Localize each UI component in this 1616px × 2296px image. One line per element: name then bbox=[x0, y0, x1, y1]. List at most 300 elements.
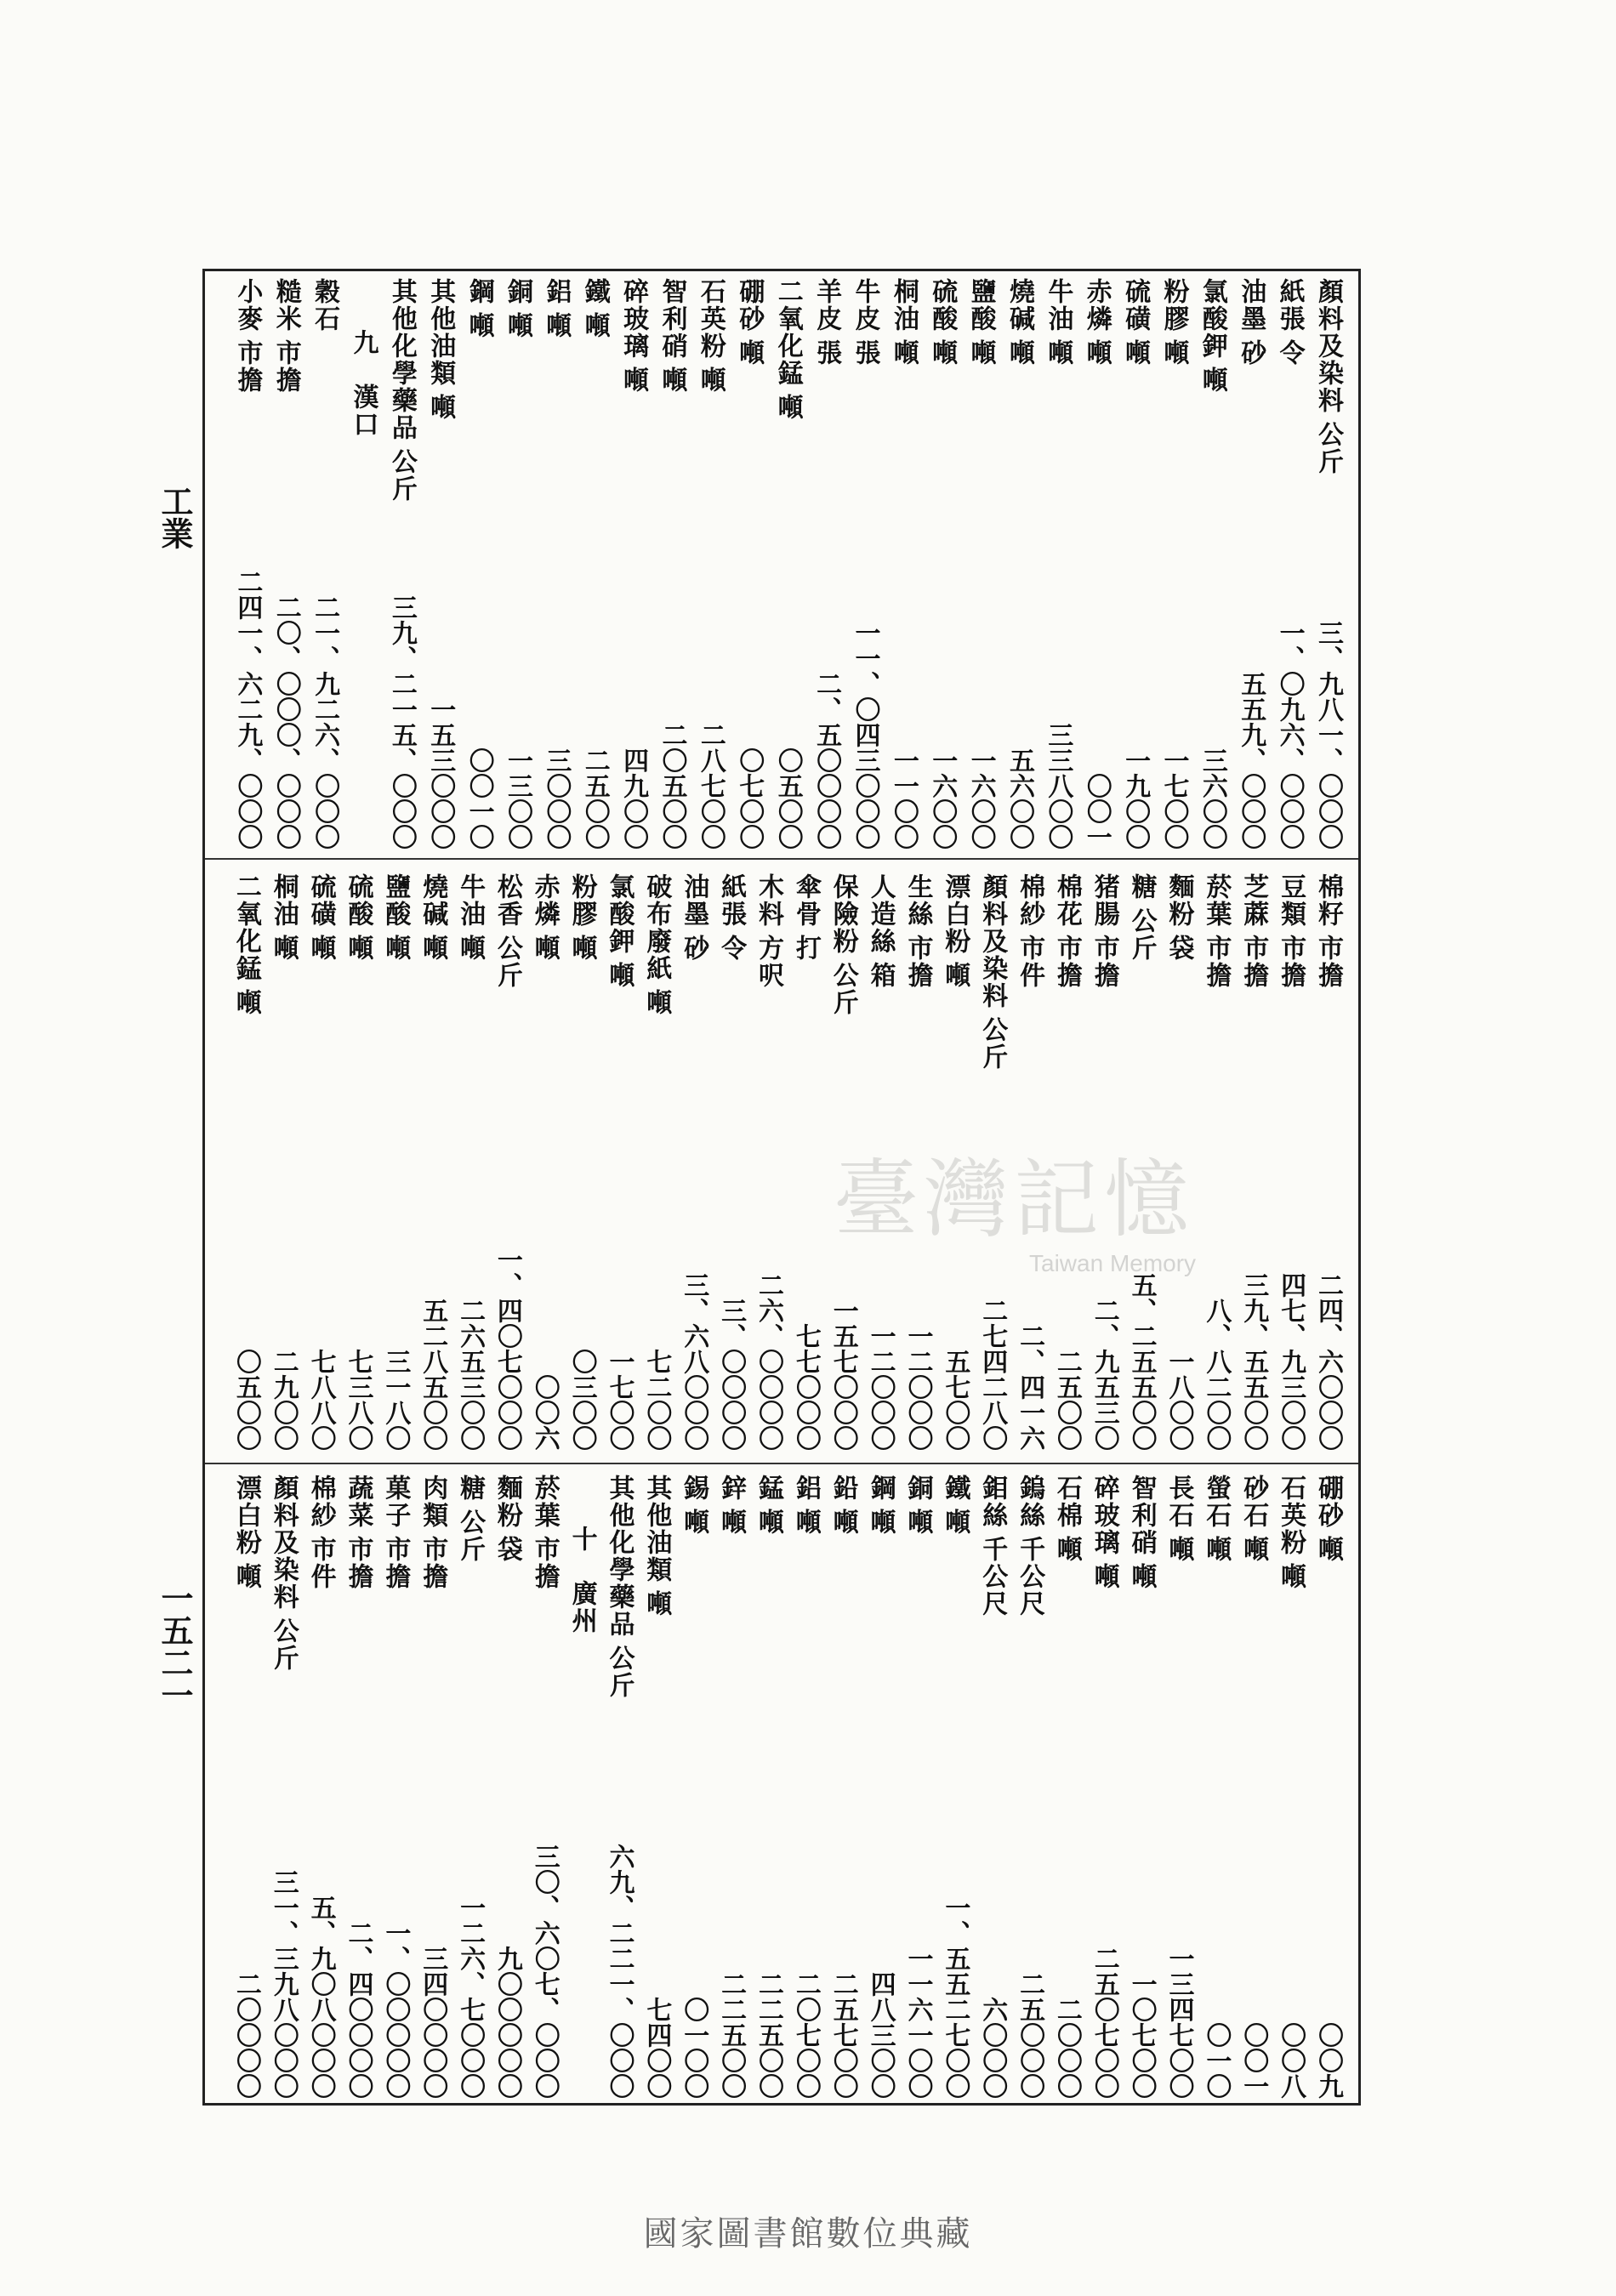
item-value: 一一、〇四三〇〇〇 bbox=[850, 620, 880, 850]
table-row bbox=[302, 1475, 339, 2099]
item-name: 石英粉 bbox=[695, 278, 725, 360]
table-row bbox=[227, 1475, 265, 2099]
block-divider bbox=[205, 1463, 1358, 1464]
item-name: 顏料及染料 bbox=[268, 1475, 299, 1611]
page-number: 一五二一 bbox=[156, 1582, 194, 1711]
item-unit: 噸 bbox=[772, 394, 803, 421]
item-value: 九〇〇〇〇〇 bbox=[492, 1946, 522, 2099]
item-value: 一一〇〇 bbox=[888, 747, 919, 850]
item-name: 粉膠 bbox=[1158, 278, 1189, 332]
item-value: 〇一〇 bbox=[1201, 2022, 1232, 2099]
item-value: 二六、〇〇〇〇 bbox=[754, 1272, 783, 1451]
table-row bbox=[1078, 278, 1115, 850]
item-unit: 噸 bbox=[940, 962, 970, 989]
item-name: 長石 bbox=[1164, 1475, 1194, 1529]
item-value: 六九、二二一、〇〇〇 bbox=[604, 1844, 634, 2099]
item-value: 八、八二〇〇 bbox=[1201, 1298, 1232, 1451]
item-unit: 噸 bbox=[865, 1509, 896, 1536]
item-value: 〇五〇〇 bbox=[230, 1349, 261, 1451]
item-value: 二二五〇〇 bbox=[716, 1971, 747, 2099]
item-name: 鹽酸 bbox=[965, 278, 996, 332]
table-row bbox=[460, 278, 498, 850]
item-unit: 噸 bbox=[1051, 1536, 1082, 1563]
item-name: 銅 bbox=[503, 278, 533, 305]
table-block-3 bbox=[205, 1468, 1358, 2106]
item-name: 木料 bbox=[754, 873, 783, 928]
item-unit: 噸 bbox=[305, 935, 336, 962]
item-name: 羊皮 bbox=[811, 278, 842, 332]
item-value: 六〇〇〇 bbox=[977, 1997, 1008, 2099]
item-unit: 噸 bbox=[1158, 339, 1189, 367]
table-row bbox=[383, 278, 420, 850]
table-row bbox=[1085, 1475, 1123, 2099]
table-row bbox=[1000, 278, 1038, 850]
table-row bbox=[769, 278, 806, 850]
table-row bbox=[1048, 1475, 1085, 2099]
item-unit: 噸 bbox=[888, 339, 919, 367]
item-unit: 噸 bbox=[425, 394, 456, 421]
item-name: 碎玻璃 bbox=[618, 278, 649, 360]
item-unit: 噸 bbox=[1043, 339, 1073, 367]
item-name: 其他油類 bbox=[641, 1475, 672, 1583]
table-row bbox=[1272, 873, 1309, 1451]
item-unit: 箱 bbox=[865, 962, 896, 989]
item-name: 棉紗 bbox=[1015, 873, 1045, 928]
section-heading bbox=[563, 1475, 600, 2099]
item-name: 錳 bbox=[754, 1475, 783, 1502]
item-name: 砂石 bbox=[1238, 1475, 1269, 1529]
item-value: 一三〇〇 bbox=[503, 747, 533, 850]
item-value: 一、〇九六、〇〇〇 bbox=[1274, 620, 1305, 850]
item-name: 菸葉 bbox=[1201, 873, 1232, 928]
item-name: 智利硝 bbox=[657, 278, 687, 360]
item-name: 破布廢紙 bbox=[641, 873, 672, 982]
item-name: 其他化學藥品 bbox=[604, 1475, 634, 1638]
table-row bbox=[1154, 278, 1192, 850]
item-value: 〇〇六 bbox=[529, 1374, 560, 1451]
item-value: 四八三〇〇 bbox=[865, 1971, 896, 2099]
table-row bbox=[1160, 1475, 1198, 2099]
table-row bbox=[265, 1475, 302, 2099]
table-row bbox=[563, 873, 600, 1451]
item-value: 一二〇〇〇 bbox=[865, 1323, 896, 1451]
table-row bbox=[488, 1475, 526, 2099]
table-row bbox=[653, 278, 691, 850]
item-name: 漂白粉 bbox=[230, 1475, 261, 1556]
item-unit: 市擔 bbox=[529, 1536, 560, 1590]
item-value: 二九〇〇 bbox=[268, 1349, 299, 1451]
item-unit: 市擔 bbox=[902, 935, 933, 989]
item-name: 桐油 bbox=[268, 873, 299, 928]
item-value: 二四、六〇〇〇 bbox=[1313, 1272, 1343, 1451]
item-value: 五、二五五〇〇 bbox=[1126, 1272, 1157, 1451]
item-value: 一、〇〇〇〇〇 bbox=[380, 1920, 411, 2099]
table-row bbox=[413, 873, 451, 1451]
item-unit: 噸 bbox=[1276, 1563, 1306, 1590]
item-unit: 千公尺 bbox=[977, 1536, 1008, 1617]
table-row bbox=[1197, 873, 1234, 1451]
item-unit: 噸 bbox=[828, 1509, 858, 1536]
item-name: 肉類 bbox=[418, 1475, 448, 1529]
item-name: 猪腸 bbox=[1089, 873, 1119, 928]
item-value: 二、四〇〇〇〇 bbox=[343, 1920, 373, 2099]
item-unit: 噸 bbox=[1004, 339, 1034, 367]
item-unit: 市擔 bbox=[380, 1536, 411, 1590]
item-value: 五六〇〇 bbox=[1004, 747, 1034, 850]
item-value: 三、九八一、〇〇〇 bbox=[1313, 620, 1343, 850]
item-unit: 袋 bbox=[492, 1536, 522, 1563]
chapter-label: 工業 bbox=[156, 485, 194, 549]
item-name: 牛皮 bbox=[850, 278, 880, 332]
table-row bbox=[1193, 278, 1231, 850]
item-unit: 噸 bbox=[1201, 1536, 1232, 1563]
item-name: 鹽酸 bbox=[380, 873, 411, 928]
item-value: 七二〇〇 bbox=[641, 1349, 672, 1451]
item-name: 粉膠 bbox=[566, 873, 597, 928]
table-row bbox=[1234, 1475, 1272, 2099]
item-name: 鎢絲 bbox=[1015, 1475, 1045, 1529]
table-row bbox=[885, 278, 922, 850]
table-row bbox=[1309, 1475, 1346, 2099]
item-name: 氯酸鉀 bbox=[604, 873, 634, 955]
item-unit: 噸 bbox=[716, 1509, 747, 1536]
item-value: 〇〇一 bbox=[1238, 2022, 1269, 2099]
item-value: 七八八〇 bbox=[305, 1349, 336, 1451]
table-row bbox=[421, 278, 458, 850]
item-name: 智利硝 bbox=[1126, 1475, 1157, 1556]
item-value: 三、六八〇〇〇 bbox=[679, 1272, 709, 1451]
item-value: 一三四七〇〇 bbox=[1164, 1946, 1194, 2099]
table-row bbox=[749, 873, 787, 1451]
table-row bbox=[1309, 278, 1346, 850]
item-name: 鐵 bbox=[940, 1475, 970, 1502]
item-name: 牛油 bbox=[1043, 278, 1073, 332]
table-row bbox=[488, 873, 526, 1451]
item-unit: 砂 bbox=[679, 935, 709, 962]
item-unit: 市擔 bbox=[1201, 935, 1232, 989]
item-name: 生絲 bbox=[902, 873, 933, 928]
item-unit: 市擔 bbox=[1051, 935, 1082, 989]
item-value: 二〇〇〇 bbox=[1051, 1997, 1082, 2099]
item-name: 糖 bbox=[455, 1475, 486, 1502]
item-unit: 噸 bbox=[230, 1563, 261, 1590]
item-value: 一〇七〇〇 bbox=[1126, 1971, 1157, 2099]
item-name: 石英粉 bbox=[1276, 1475, 1306, 1556]
item-value: 〇五〇〇 bbox=[772, 747, 803, 850]
item-value: 一六〇〇 bbox=[965, 747, 996, 850]
item-unit: 公斤 bbox=[977, 1016, 1008, 1071]
item-name: 鐵 bbox=[579, 278, 610, 305]
item-unit: 方呎 bbox=[754, 935, 783, 989]
item-unit: 噸 bbox=[1197, 367, 1227, 394]
footer-credit: 國家圖書館數位典藏 bbox=[643, 2214, 973, 2253]
item-value: 〇〇九 bbox=[1313, 2022, 1343, 2099]
item-name: 芝蔴 bbox=[1238, 873, 1269, 928]
table-row bbox=[376, 1475, 413, 2099]
item-unit: 市擔 bbox=[1089, 935, 1119, 989]
item-unit: 噸 bbox=[641, 989, 672, 1016]
item-name: 鋅 bbox=[716, 1475, 747, 1502]
item-name: 麵粉 bbox=[492, 1475, 522, 1529]
table-row bbox=[637, 1475, 674, 2099]
table-row bbox=[923, 278, 960, 850]
item-unit: 市件 bbox=[1015, 935, 1045, 989]
item-unit: 噸 bbox=[464, 312, 494, 339]
item-unit: 市擔 bbox=[418, 1536, 448, 1590]
item-unit: 噸 bbox=[695, 367, 725, 394]
item-unit: 市擔 bbox=[232, 339, 263, 394]
item-name: 油墨 bbox=[1236, 278, 1266, 332]
block-divider bbox=[205, 858, 1358, 860]
table-row bbox=[674, 873, 712, 1451]
watermark-subtitle: Taiwan Memory bbox=[1029, 1250, 1197, 1276]
item-name: 棉籽 bbox=[1313, 873, 1343, 928]
item-value: 四九〇〇 bbox=[618, 747, 649, 850]
item-unit: 噸 bbox=[343, 935, 373, 962]
item-unit: 袋 bbox=[1164, 935, 1194, 962]
item-value: 二五〇七〇〇 bbox=[1089, 1946, 1119, 2099]
item-unit: 砂 bbox=[1236, 339, 1266, 367]
table-row bbox=[691, 278, 729, 850]
section-title: 十 廣州 bbox=[566, 1526, 597, 1634]
item-unit: 噸 bbox=[579, 312, 610, 339]
item-unit: 市擔 bbox=[1238, 935, 1269, 989]
item-unit: 噸 bbox=[268, 935, 299, 962]
table-row bbox=[749, 1475, 787, 2099]
item-name: 螢石 bbox=[1201, 1475, 1232, 1529]
item-value: 一八〇〇 bbox=[1164, 1349, 1194, 1451]
item-name: 保險粉 bbox=[828, 873, 858, 955]
table-row bbox=[1116, 278, 1153, 850]
item-unit: 噸 bbox=[566, 935, 597, 962]
table-row bbox=[787, 873, 824, 1451]
item-value: 〇〇一 bbox=[1081, 773, 1112, 850]
item-unit: 噸 bbox=[657, 367, 687, 394]
item-value: 二四一、六二九、〇〇〇 bbox=[232, 569, 263, 850]
table-row bbox=[451, 1475, 488, 2099]
item-name: 赤燐 bbox=[1081, 278, 1112, 332]
item-value: 〇一〇〇 bbox=[679, 1997, 709, 2099]
item-value: 二五〇〇 bbox=[1051, 1349, 1082, 1451]
item-name: 赤燐 bbox=[529, 873, 560, 928]
table-row bbox=[845, 278, 883, 850]
table-row bbox=[600, 1475, 638, 2099]
item-name: 菸葉 bbox=[529, 1475, 560, 1529]
item-value: 二五〇〇〇 bbox=[1015, 1971, 1045, 2099]
item-value: 三六〇〇 bbox=[1197, 747, 1227, 850]
table-row bbox=[712, 1475, 749, 2099]
item-value: 七三八〇 bbox=[343, 1349, 373, 1451]
item-value: 二五七〇〇 bbox=[828, 1971, 858, 2099]
item-value: 二一、九二六、〇〇〇 bbox=[310, 594, 340, 850]
table-row bbox=[962, 278, 999, 850]
table-row bbox=[576, 278, 613, 850]
item-value: 一一六一〇〇 bbox=[902, 1946, 933, 2099]
item-value: 二、四一六 bbox=[1015, 1323, 1045, 1451]
item-value: 三三八〇〇 bbox=[1043, 722, 1073, 850]
item-value: 二〇〇〇〇 bbox=[230, 1971, 261, 2099]
table-row bbox=[526, 1475, 563, 2099]
table-row bbox=[376, 873, 413, 1451]
item-unit: 市擔 bbox=[1313, 935, 1343, 989]
item-unit: 張 bbox=[850, 339, 880, 367]
item-name: 麵粉 bbox=[1164, 873, 1194, 928]
item-name: 菓子 bbox=[380, 1475, 411, 1529]
item-unit: 市擔 bbox=[343, 1536, 373, 1590]
item-value: 四七、九三〇〇 bbox=[1276, 1272, 1306, 1451]
table-row bbox=[227, 873, 265, 1451]
item-name: 牛油 bbox=[455, 873, 486, 928]
item-name: 小麥 bbox=[232, 278, 263, 332]
table-row bbox=[526, 873, 563, 1451]
item-unit: 噸 bbox=[529, 935, 560, 962]
table-row bbox=[498, 278, 536, 850]
item-unit: 噸 bbox=[679, 1509, 709, 1536]
item-unit: 噸 bbox=[1164, 1536, 1194, 1563]
item-value: 五七〇〇 bbox=[940, 1349, 970, 1451]
table-row bbox=[712, 873, 749, 1451]
item-unit: 噸 bbox=[1120, 339, 1151, 367]
table-row bbox=[1123, 1475, 1160, 2099]
item-name: 穀石 bbox=[310, 278, 340, 332]
item-name: 二氧化錳 bbox=[230, 873, 261, 982]
item-name: 傘骨 bbox=[790, 873, 821, 928]
item-value: 〇〇八 bbox=[1276, 2022, 1306, 2099]
item-value: 三一八〇 bbox=[380, 1349, 411, 1451]
item-name: 紙張 bbox=[1274, 278, 1305, 332]
item-value: 二五〇〇 bbox=[579, 747, 610, 850]
item-unit: 噸 bbox=[1238, 1536, 1269, 1563]
table-row bbox=[1038, 278, 1076, 850]
table-row bbox=[537, 278, 574, 850]
item-name: 石棉 bbox=[1051, 1475, 1082, 1529]
table-row bbox=[862, 1475, 899, 2099]
item-value: 一五七〇〇〇 bbox=[828, 1298, 858, 1451]
item-unit: 噸 bbox=[1089, 1563, 1119, 1590]
item-name: 豆類 bbox=[1276, 873, 1306, 928]
item-unit: 噸 bbox=[902, 1509, 933, 1536]
item-unit: 噸 bbox=[940, 1509, 970, 1536]
table-row bbox=[267, 278, 304, 850]
item-name: 鋁 bbox=[790, 1475, 821, 1502]
item-name: 鋁 bbox=[541, 278, 572, 305]
item-unit: 市擔 bbox=[1276, 935, 1306, 989]
item-unit: 噸 bbox=[230, 989, 261, 1016]
table-row bbox=[787, 1475, 824, 2099]
section-heading bbox=[344, 278, 382, 850]
item-value: 二、五〇〇〇〇 bbox=[811, 671, 842, 850]
item-name: 鉛 bbox=[828, 1475, 858, 1502]
table-row bbox=[1309, 873, 1346, 1451]
item-value: 七四〇〇 bbox=[641, 1997, 672, 2099]
item-name: 棉花 bbox=[1051, 873, 1082, 928]
item-unit: 噸 bbox=[641, 1590, 672, 1617]
item-name: 松香 bbox=[492, 873, 522, 928]
item-name: 其他油類 bbox=[425, 278, 456, 387]
item-name: 二氧化錳 bbox=[772, 278, 803, 387]
item-value: 二八七〇〇 bbox=[695, 722, 725, 850]
item-unit: 公斤 bbox=[604, 1645, 634, 1699]
item-value: 三一、三九八〇〇〇 bbox=[268, 1869, 299, 2099]
item-value: 五五九、〇〇〇 bbox=[1236, 671, 1266, 850]
item-value: 一九〇〇 bbox=[1120, 747, 1151, 850]
table-row bbox=[898, 1475, 936, 2099]
item-unit: 噸 bbox=[1081, 339, 1112, 367]
item-value: 二、九五三〇 bbox=[1089, 1298, 1119, 1451]
table-row bbox=[302, 873, 339, 1451]
item-name: 顏料及染料 bbox=[977, 873, 1008, 1009]
item-unit: 噸 bbox=[618, 367, 649, 394]
table-row bbox=[228, 278, 265, 850]
item-value: 二六五三〇〇 bbox=[455, 1298, 486, 1451]
item-name: 燒碱 bbox=[1004, 278, 1034, 332]
section-title: 九 漢口 bbox=[348, 329, 378, 438]
item-name: 硫磺 bbox=[1120, 278, 1151, 332]
item-unit: 公斤 bbox=[1126, 907, 1157, 962]
item-value: 二七四二八〇 bbox=[977, 1298, 1008, 1451]
table-row bbox=[637, 873, 674, 1451]
item-name: 錫 bbox=[679, 1475, 709, 1502]
item-unit: 噸 bbox=[754, 1509, 783, 1536]
item-value: 三九、五五〇〇 bbox=[1238, 1272, 1269, 1451]
item-name: 人造絲 bbox=[865, 873, 896, 955]
item-unit: 公斤 bbox=[492, 935, 522, 989]
item-name: 蔬菜 bbox=[343, 1475, 373, 1529]
table-row bbox=[1197, 1475, 1234, 2099]
item-value: 三九、二一五、〇〇〇 bbox=[386, 594, 417, 850]
table-row bbox=[413, 1475, 451, 2099]
table-row bbox=[973, 1475, 1010, 2099]
item-name: 油墨 bbox=[679, 873, 709, 928]
table-row bbox=[1271, 278, 1308, 850]
item-value: 二〇五〇〇 bbox=[657, 722, 687, 850]
item-unit: 噸 bbox=[927, 339, 958, 367]
item-value: 〇三〇〇 bbox=[566, 1349, 597, 1451]
item-unit: 市擔 bbox=[270, 339, 301, 394]
item-name: 顏料及染料 bbox=[1313, 278, 1343, 414]
item-name: 鋼 bbox=[464, 278, 494, 305]
item-unit: 噸 bbox=[965, 339, 996, 367]
item-name: 硼砂 bbox=[1313, 1475, 1343, 1529]
item-value: 一七〇〇 bbox=[1158, 747, 1189, 850]
item-unit: 千公尺 bbox=[1015, 1536, 1045, 1617]
item-name: 硫酸 bbox=[927, 278, 958, 332]
item-value: 一、五五二七〇〇 bbox=[940, 1895, 970, 2099]
watermark: 臺灣記憶 bbox=[834, 1150, 1194, 1249]
item-value: 一二六、七〇〇〇 bbox=[455, 1895, 486, 2099]
item-value: 二〇、〇〇〇、〇〇〇 bbox=[270, 594, 301, 850]
item-name: 燒碱 bbox=[418, 873, 448, 928]
item-name: 鉬絲 bbox=[977, 1475, 1008, 1529]
item-unit: 噸 bbox=[604, 962, 634, 989]
item-name: 棉紗 bbox=[305, 1475, 336, 1529]
item-value: 三、〇〇〇〇 bbox=[716, 1298, 747, 1451]
item-unit: 公斤 bbox=[386, 448, 417, 503]
item-value: 一六〇〇 bbox=[927, 747, 958, 850]
item-unit: 令 bbox=[716, 935, 747, 962]
item-name: 糖 bbox=[1126, 873, 1157, 901]
item-unit: 公斤 bbox=[828, 962, 858, 1016]
item-unit: 噸 bbox=[790, 1509, 821, 1536]
item-value: 一二〇〇〇 bbox=[902, 1323, 933, 1451]
item-value: 一、四〇七〇〇〇 bbox=[492, 1247, 522, 1451]
table-row bbox=[600, 873, 638, 1451]
item-name: 其他化學藥品 bbox=[386, 278, 417, 441]
item-unit: 噸 bbox=[503, 312, 533, 339]
item-unit: 噸 bbox=[1126, 1563, 1157, 1590]
item-name: 桐油 bbox=[888, 278, 919, 332]
table-row bbox=[1232, 278, 1269, 850]
